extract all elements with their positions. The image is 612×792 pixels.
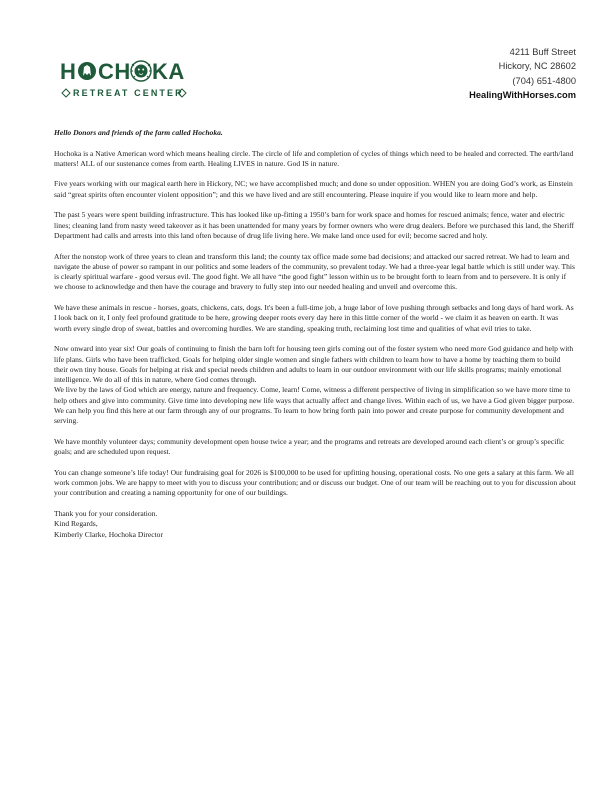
- paragraph-meaning: Hochoka is a Native American word which means healing circle. The circle of life and completion of cycles of things which need to be healed and corrected. The earth/land matters! ALL of our sustenance comes from earth. Healing LIVES in nature. God IS in nature.: [54, 148, 574, 168]
- logo-letter-h: H: [60, 59, 77, 84]
- logo-diamond-left-icon: [62, 89, 70, 97]
- letter-body: [54, 128, 576, 540]
- logo-circle-icon: [78, 62, 96, 80]
- address-city: Hickory, NC 28602: [498, 61, 576, 72]
- address-phone: (704) 651-4800: [512, 75, 576, 86]
- logo-letters-ka: KA: [152, 59, 185, 84]
- closing-thanks: Thank you for your consideration.: [54, 508, 158, 518]
- paragraph-volunteer-days: We have monthly volunteer days; community development open house twice a year; and the programs and retreats are developed around each client’s or group’s specific goals; and are scheduled upon request.: [54, 436, 565, 457]
- letter-greeting: Hello Donors and friends of the farm called Hochoka.: [54, 128, 223, 137]
- website-link[interactable]: HealingWithHorses.com: [469, 89, 576, 100]
- paragraph-animals: We have these animals in rescue - horses, goats, chickens, cats, dogs. It's been a full-time job, a huge labor of love pushing through setbacks and long days of hard work. As I look back on it, I only feel profound gratitude to be here, growing deeper roots every day here in this little corner of the world - we claim it as heaven on earth. It was worth every single drop of sweat, battles and overcoming hurdles. We are standing, speaking truth, reclaiming lost time and qualities of what evil tries to take.: [54, 303, 574, 333]
- paragraph-fundraising: You can change someone’s life today! Our fundraising goal for 2026 is $100,000 to be used for upfitting housing, operational costs. No one gets a salary at this farm. We all work common jobs. We are happy to meet with you to discuss your contribution; and or discuss our budget. One of our team will be reaching out to you for discussion about your contribution and creating a naming opportunity for one of our buildings.: [54, 467, 576, 498]
- logo-subtitle: RETREAT CENTER: [73, 88, 184, 98]
- signature: Kimberly Clarke, Hochoka Director: [54, 529, 163, 539]
- closing-regards: Kind Regards,: [54, 519, 98, 529]
- address-street: 4211 Buff Street: [509, 47, 576, 57]
- paragraph-year-six: Now onward into year six! Our goals of continuing to finish the barn loft for housing teen girls coming out of the foster system who need more God guidance and help with life plans. Girls who have been trafficked. Goals for helping older single women and single fathers with children to learn how to have a home by teaching them to build their own tiny house. Goals for helping at risk and special needs children and adults to learn in our outdoor environment with our life skills programs; mainly emotional intelligence. We do all of this in nature, where God comes through. We live by the laws of God which are energy, nature and frequency. Come, learn! Come, witness a different perspective of living in simplification so we have more time to help others and give into community. Give time into developing new life ways that actually affect and change lives. Within each of us, we have a God given bigger purpose. We can help you find this here at our farm through any of our programs. To learn to how bring forth pain into power and create purpose for community development and serving.: [54, 344, 575, 426]
- paragraph-legal-battle: After the nonstop work of three years to clean and transform this land; the county tax office made some bad decisions; and attacked our sacred retreat. We had to learn and navigate the abuse of power so rampant in our politics and some leaders of the community, so prevalent today. We had a three-year legal battle which is still under way. This is clearly spiritual warfare - good versus evil. The good fight. We all have “the good fight” lesson within us to be brought forth to learn from and to persevere. It is only if we choose to acknowledge and then have the courage and bravery to fully step into our needed healing and unveil and overcome this.: [54, 251, 575, 292]
- logo-letters-ch: CH: [98, 59, 131, 84]
- hochoka-logo: [58, 56, 194, 100]
- address-block: [469, 45, 576, 102]
- paragraph-five-years: Five years working with our magical earth here in Hickory, NC; we have accomplished much; and done so under opposition. WHEN you are doing God’s work, as Einstein said “great spirits often encounter violent opposition”; and this we have lived and are still encountering. Please inquire if you would like to learn more and help.: [54, 179, 573, 199]
- paragraph-infrastructure: The past 5 years were spent building infrastructure. This has looked like up-fitting a 1950’s barn for work space and homes for rescued animals; fence, water and electric lines; cleaning land from nasty weed takeover as it has been unattended for many years by former owners who were drug dealers. Before we purchased this land, the Sheriff Department had calls and arrests into this land often because of drug life living here. We make land once used for evil; become sacred and holy.: [54, 210, 574, 240]
- logo-lion-icon: [131, 61, 151, 81]
